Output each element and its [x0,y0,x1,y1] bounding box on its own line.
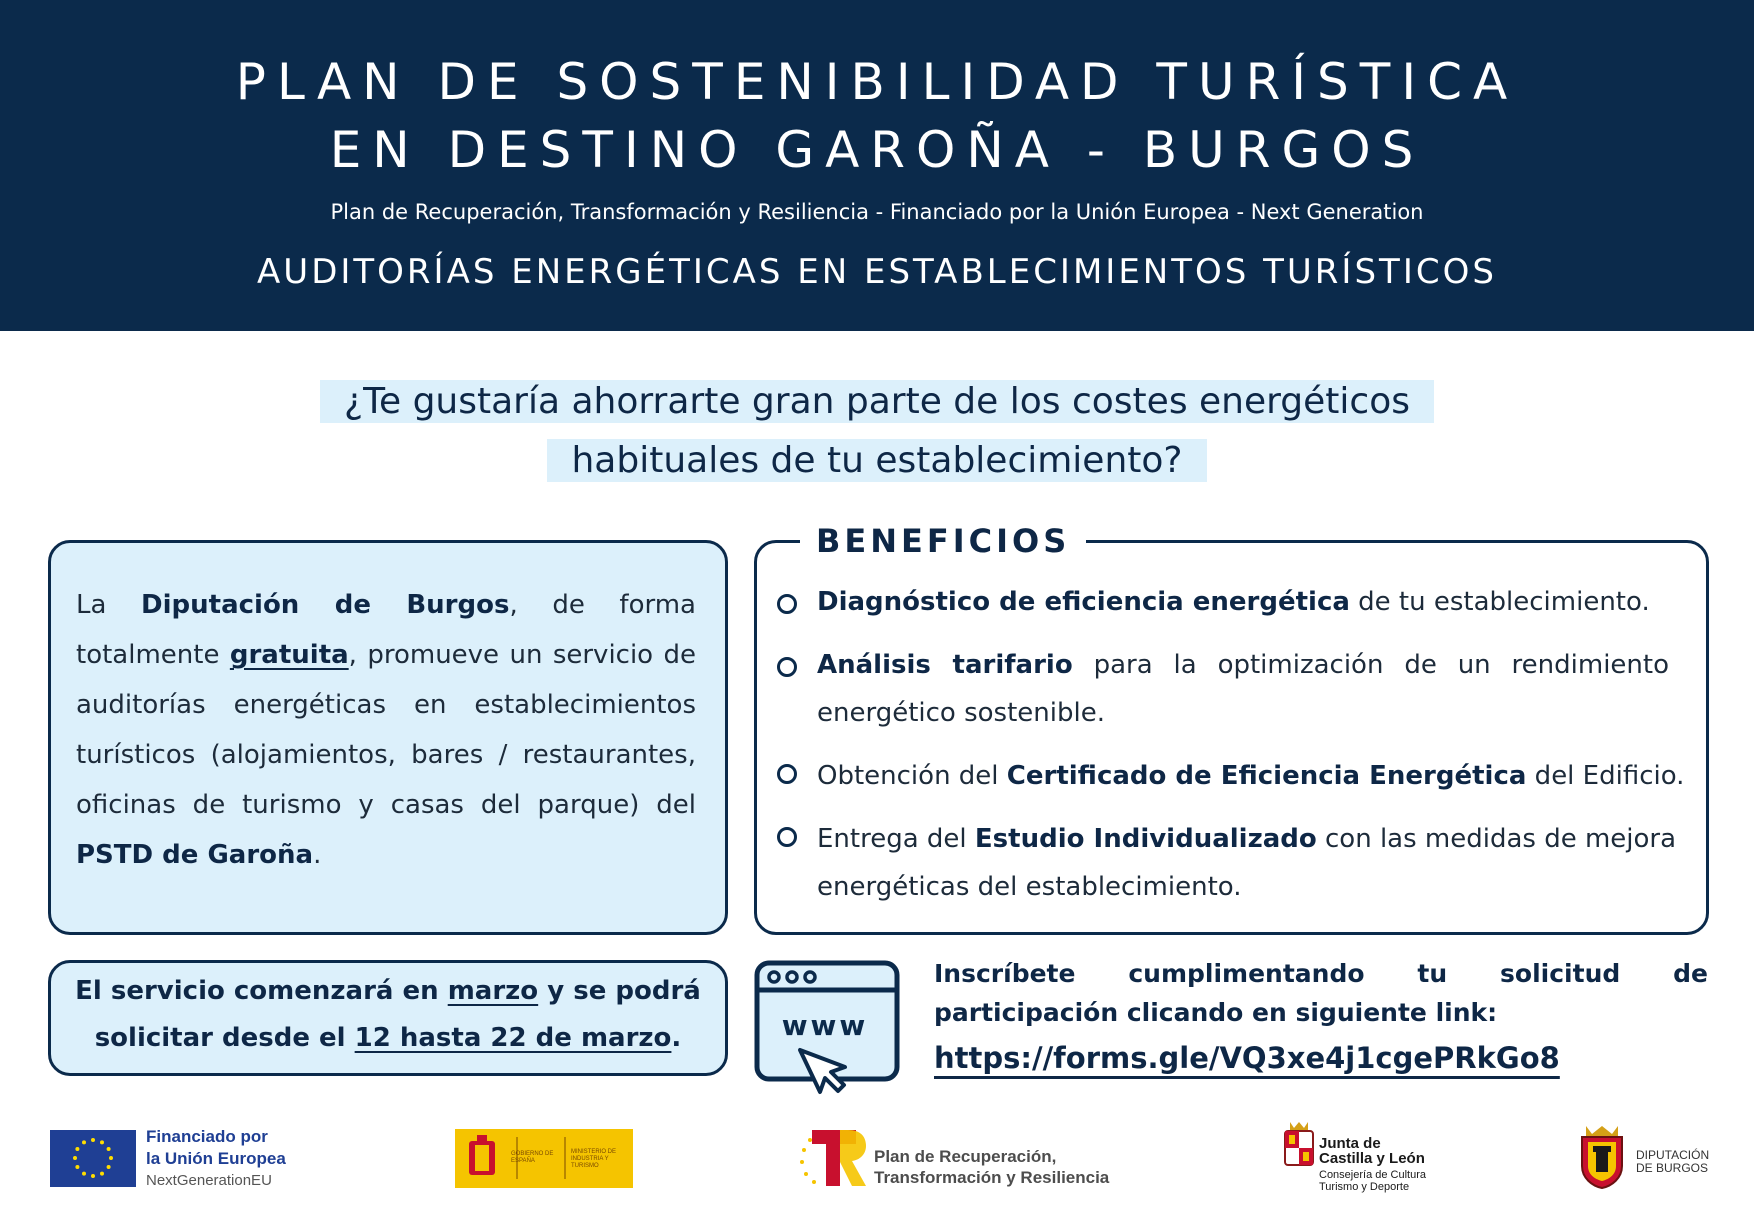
intro-free: gratuita [229,640,349,670]
benefit-item-4: Entrega del Estudio Individualizado con las medidas de mejora energéticas del establecimiento. [817,824,1677,902]
main-title-line1: PLAN DE SOSTENIBILIDAD TURÍSTICA [235,53,1519,111]
signup-link[interactable]: https://forms.gle/VQ3xe4j1cgePRkGo8 [934,1041,1560,1075]
prtr-logo-text: Plan de Recuperación, Transformación y Resiliencia [874,1147,1110,1187]
eu-logo-text: Financiado por la Unión Europea NextGenerationEU [146,1127,286,1189]
intro-org: Diputación de Burgos [141,590,510,620]
eu-flag-logo [50,1130,136,1187]
diputacion-burgos-logo-text: DIPUTACIÓN DE BURGOS [1636,1148,1710,1175]
signup-instructions: Inscríbete cumplimentando tu solicitud de participación clicando en siguiente link: [934,959,1708,1027]
benefit-item-1: Diagnóstico de eficiencia energética de tu establecimiento. [817,587,1650,617]
bullet-icon [777,827,797,847]
intro-pstd: PSTD de Garoña [76,840,314,870]
benefit-item-3: Obtención del Certificado de Eficiencia Energética del Edificio. [817,761,1685,791]
prtr-logo-icon [796,1124,868,1188]
diputacion-burgos-shield-icon [1578,1124,1626,1190]
dates-text: El servicio comenzará en marzo y se podrá solicitar desde el 12 hasta 22 de marzo. [75,976,701,1053]
funding-subtitle: Plan de Recuperación, Transformación y Resiliencia - Financiado por la Unión Europea - Next Generation [330,200,1424,224]
section-title: AUDITORÍAS ENERGÉTICAS EN ESTABLECIMIENTOS TURÍSTICOS [257,252,1497,292]
header-banner [0,0,1754,331]
intro-text: La Diputación de Burgos, de forma totalmente gratuita, promueve un servicio de auditorías energéticas en establecimientos turísticos (alojamientos, bares / restaurantes, oficinas de turismo y casas del parque) del PSTD de Garoña. [76,590,696,870]
benefit-item-2: Análisis tarifario para la optimización de un rendimiento energético sostenible. [817,650,1669,728]
bullet-icon [777,764,797,784]
bullet-icon [777,657,797,677]
junta-cyl-logo-text: Junta de Castilla y León Consejería de Cultura Turismo y Deporte [1319,1135,1427,1193]
eu-stars-icon [50,1130,136,1187]
junta-cyl-shield-icon [1282,1120,1316,1172]
benefits-title: BENEFICIOS [800,521,1086,561]
ministry-label: MINISTERIO DE INDUSTRIA Y TURISMO [571,1149,617,1169]
question-line1: ¿Te gustaría ahorrarte gran parte de los costes energéticos [0,378,1754,426]
gov-label: GOBIERNO DE ESPAÑA [511,1151,554,1164]
gobierno-espana-logo [455,1129,633,1188]
question-line2: habituales de tu establecimiento? [0,437,1754,485]
main-title-line2: EN DESTINO GAROÑA - BURGOS [329,121,1425,179]
web-browser-icon [752,958,902,1098]
bullet-icon [777,594,797,614]
www-label: www [781,1009,869,1042]
